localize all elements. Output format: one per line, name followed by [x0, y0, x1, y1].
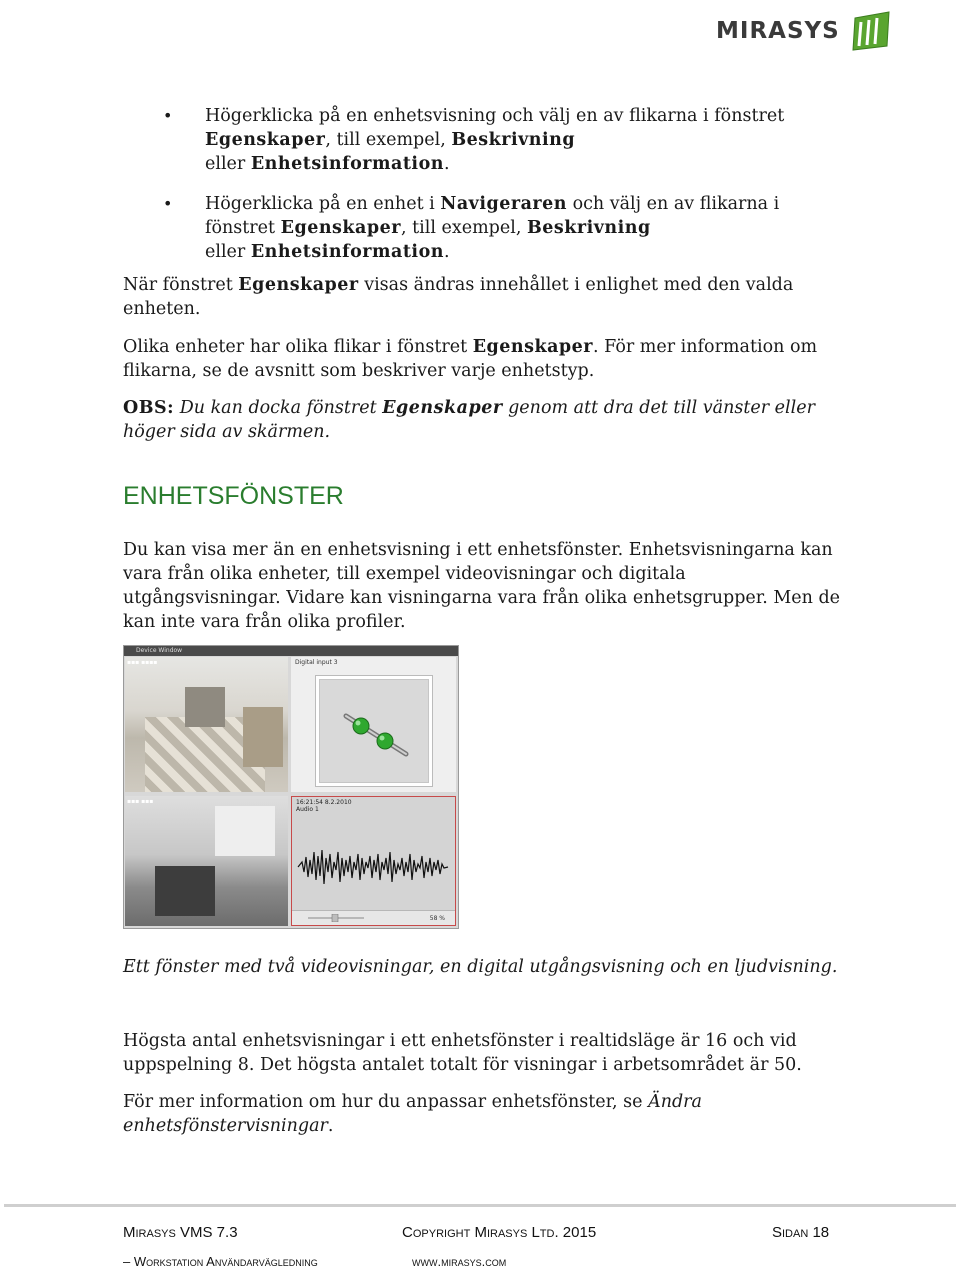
bold-term: Enhetsinformation: [250, 154, 444, 174]
waveform-graphic: [292, 832, 455, 902]
text: Du kan docka fönstret: [174, 398, 383, 418]
window-light: [215, 806, 275, 856]
bold-term: Enhetsinformation: [250, 242, 444, 262]
text: .: [327, 1116, 334, 1136]
footer-copyright: Copyright Mirasys Ltd. 2015: [402, 1224, 597, 1241]
paragraph: [123, 335, 843, 383]
switch-on-icon: [316, 676, 432, 786]
bold-term: Egenskaper: [382, 398, 503, 418]
bullet-list: [123, 104, 843, 280]
note: [123, 396, 843, 444]
text: , till exempel,: [325, 130, 452, 150]
figure-caption: [123, 955, 843, 979]
text: Högerklicka på en enhetsvisning och välj en av flikarna i fönstret: [205, 106, 785, 126]
footer-divider: [4, 1204, 956, 1207]
bold-term: Egenskaper: [280, 218, 401, 238]
bold-term: Beskrivning: [451, 130, 576, 150]
osd-overlay: ▪▪▪ ▪▪▪: [127, 798, 154, 805]
audio-timestamp: 16:21:54 8.2.2010: [296, 799, 352, 806]
text: När fönstret: [123, 275, 239, 295]
text: eller: [205, 154, 251, 174]
text: eller: [205, 242, 251, 262]
section-heading: ENHETSFÖNSTER: [123, 482, 344, 510]
text: För mer information om hur du anpassar enhetsfönster, se: [123, 1092, 649, 1112]
window-titlebar: Device Window: [124, 646, 458, 656]
bold-term: Beskrivning: [526, 218, 651, 238]
footer-guide-title: – Workstation Användarvägledning: [123, 1254, 318, 1269]
text: .: [443, 242, 450, 262]
video-view-office: [125, 796, 288, 926]
paragraph: [123, 273, 843, 321]
cabinet: [243, 707, 283, 767]
text: .: [443, 154, 450, 174]
osd-overlay: ▪▪▪ ▪▪▪▪: [127, 659, 158, 666]
volume-slider[interactable]: [306, 914, 366, 922]
text: Olika enheter har olika flikar i fönstret: [123, 337, 473, 357]
device-window-screenshot: [123, 645, 459, 929]
paragraph: Högsta antal enhetsvisningar i ett enhetsfönster i realtidsläge är 16 och vid uppspelning 8. Det högsta antalet totalt för visningar i arbetsområdet är 50.: [123, 1031, 802, 1075]
text: och välj en av flikarna i fönstret: [205, 194, 780, 238]
link-reference: Ändra enhetsfönstervisningar: [123, 1092, 702, 1136]
bullet-item: [123, 192, 843, 264]
text: genom att dra det till vänster eller höger sida av skärmen.: [123, 398, 815, 442]
footer-page-number: Sidan 18: [772, 1224, 830, 1241]
audio-label: Audio 1: [296, 806, 319, 813]
doorway: [185, 687, 225, 727]
text: Högerklicka på en enhet i: [205, 194, 441, 214]
digital-label: Digital input 3: [295, 659, 338, 666]
bold-term: Navigeraren: [440, 194, 567, 214]
logo-mark-icon: [849, 8, 895, 54]
bold-term: Egenskaper: [205, 130, 326, 150]
paragraph: Du kan visa mer än en enhetsvisning i ett enhetsfönster. Enhetsvisningarna kan vara från olika enheter, till exempel videovisningar och digitala utgångsvisningar. Vidare kan visningarna vara från olika enhetsgrupper. Men de kan inte vara från olika profiler.: [123, 540, 841, 632]
mirasys-logo: [716, 8, 896, 54]
video-view-corridor: [125, 657, 288, 792]
volume-percent: 58 %: [429, 915, 445, 922]
paragraph: [123, 1090, 843, 1138]
digital-state-box: [315, 675, 433, 787]
bold-term: Egenskaper: [472, 337, 594, 357]
footer-url[interactable]: www.mirasys.com: [412, 1254, 507, 1269]
note-label: OBS:: [123, 398, 175, 418]
caption-text: Ett fönster med två videovisningar, en digital utgångsvisning och en ljudvisning.: [123, 957, 838, 977]
desk: [155, 866, 215, 916]
bullet-item: [123, 104, 843, 176]
bold-term: Egenskaper: [238, 275, 359, 295]
footer-product: Mirasys VMS 7.3: [123, 1224, 238, 1241]
text: . För mer information om flikarna, se de avsnitt som beskriver varje enhetstyp.: [123, 337, 818, 381]
volume-bar: [292, 910, 455, 925]
audio-timestamp-block: [296, 799, 352, 813]
digital-output-view: [291, 657, 456, 792]
audio-view: [291, 796, 456, 926]
text: , till exempel,: [400, 218, 527, 238]
text: visas ändras innehållet i enlighet med den valda enheten.: [123, 275, 794, 319]
logo-text: MIRASYS: [716, 18, 840, 44]
